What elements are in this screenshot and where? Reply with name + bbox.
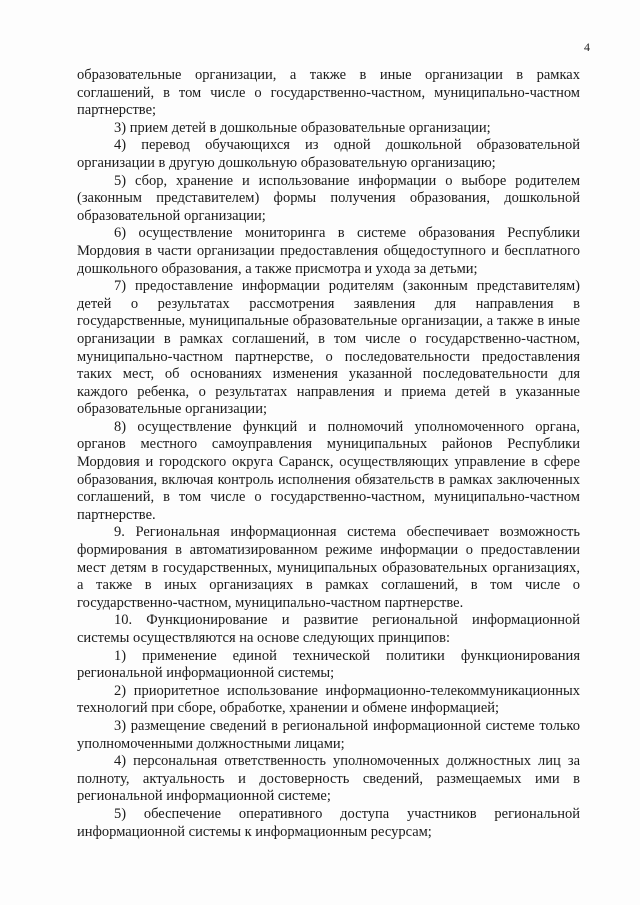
page-number: 4: [584, 40, 590, 54]
principle-item-5: 5) обеспечение оперативного доступа участников региональной информационной системы к информационным ресурсам;: [77, 805, 580, 840]
paragraph-continuation: образовательные организации, а также в иные организации в рамках соглашений, в том числе о государственно-частном, муниципально-частном партнерстве;: [77, 67, 580, 119]
paragraph-item-8: 8) осуществление функций и полномочий уполномоченного органа, органов местного самоуправления муниципальных районов Республики Мордовия и городского округа Саранск, осуществляющих управление в сфере образования, включая контроль исполнения обязательств в рамках заключенных соглашений, в том числе о государственно-частном, муниципально-частном партнерстве.: [77, 418, 580, 523]
paragraph-item-5: 5) сбор, хранение и использование информации о выборе родителем (законным представителем) формы получения образования, дошкольной образовательной организации;: [77, 172, 580, 224]
principle-item-3: 3) размещение сведений в региональной информационной системе только уполномоченными должностными лицами;: [77, 717, 580, 752]
paragraph-section-9: 9. Региональная информационная система обеспечивает возможность формирования в автоматизированном режиме информации о предоставлении мест детям в государственных, муниципальных образовательных организациях, а также в иных организациях в рамках соглашений, в том числе о государственно-частном, муниципально-частном партнерстве.: [77, 524, 580, 611]
principle-item-1: 1) применение единой технической политики функционирования региональной информационной системы;: [77, 647, 580, 682]
paragraph-item-3: 3) прием детей в дошкольные образовательные организации;: [114, 119, 491, 136]
principle-item-2: 2) приоритетное использование информационно-телекоммуникационных технологий при сборе, обработке, хранении и обмене информацией;: [77, 682, 580, 717]
paragraph-section-10: 10. Функционирование и развитие региональной информационной системы осуществляются на основе следующих принципов:: [77, 612, 580, 646]
principle-item-4: 4) персональная ответственность уполномоченных должностных лиц за полноту, актуальность и достоверность сведений, размещаемых ими в региональной информационной системе;: [77, 753, 580, 805]
paragraph-item-4: 4) перевод обучающихся из одной дошкольной образовательной организации в другую дошкольную образовательную организацию;: [77, 137, 580, 171]
document-body: [77, 67, 580, 841]
paragraph-item-6: 6) осуществление мониторинга в системе образования Республики Мордовия в части организации предоставления общедоступного и бесплатного дошкольного образования, а также присмотра и ухода за детьми;: [77, 225, 580, 277]
paragraph-item-7: 7) предоставление информации родителям (законным представителям) детей о результатах рассмотрения заявления для направления в государственные, муниципальные образовательные организации, а также в иные организации в рамках соглашений, в том числе о государственно-частном, муниципально-частном партнерстве, о последовательности предоставления таких мест, об основаниях изменения указанной последовательности для каждого ребенка, о результатах направления и приема детей в указанные образовательные организации;: [77, 278, 580, 418]
